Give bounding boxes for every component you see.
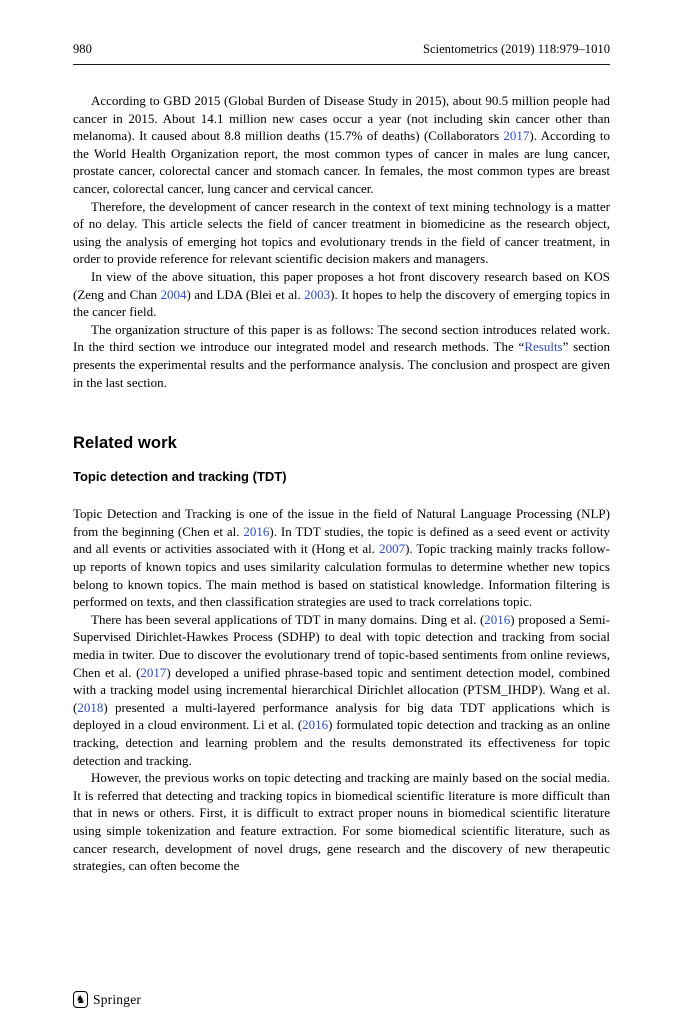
journal-reference: Scientometrics (2019) 118:979–1010 [422,42,610,56]
article-body [73,92,610,875]
intro-paragraphs [73,92,610,391]
subsection-heading-tdt: Topic detection and tracking (TDT) [73,468,287,484]
citation-link[interactable]: 2016 [484,611,511,627]
citation-link[interactable]: 2004 [160,286,187,302]
citation-link[interactable]: 2016 [243,523,270,539]
page-footer [73,991,141,1008]
header-rule [73,64,610,65]
paragraph: There has been several applications of TDT in many domains. Ding et al. (2016) proposed a Semi-Supervised Dirichlet-Hawkes Process (SDHP) to deal with topic detection and tracking from social media in twiter. Due to discover the evolutionary trend of topic-based sentiments from online reviews, Chen et al. (2017) developed a unified phrase-based topic and sentiment detection model, combined with a tracking model using incremental hierarchical Dirichlet allocation (PTSM_IHDP). Wang et al. (2018) presented a multi-layered performance analysis for big data TDT applications which is deployed in a cloud environment. Li et al. (2016) formulated topic detection and tracking as an online tracking, detection and learning problem and the results demonstrated its effectiveness for topic detection and tracking. [73,611,611,768]
section-heading-related-work: Related work [73,434,177,453]
paragraph: According to GBD 2015 (Global Burden of Disease Study in 2015), about 90.5 million people had cancer in 2015. About 14.1 million new cases occur a year (not including skin cancer other than melanoma). It caused about 8.8 million deaths (15.7% of deaths) (Collaborators 2017). According to the World Health Organization report, the most common types of cancer in males are lung cancer, prostate cancer, colorectal cancer and stomach cancer. In females, the most common types are breast cancer, colorectal cancer, lung cancer and cervical cancer. [73,93,610,196]
citation-link[interactable]: 2003 [304,286,331,302]
citation-link[interactable]: 2018 [77,699,104,715]
paragraph: In view of the above situation, this paper proposes a hot front discovery research based on KOS (Zeng and Chan 2004) and LDA (Blei et al. 2003). It hopes to help the discovery of emerging topics in the cancer field. [73,268,610,320]
springer-logo-icon: ♞ [73,991,88,1008]
citation-link[interactable]: Results [524,339,563,355]
citation-link[interactable]: 2007 [379,541,406,557]
citation-link[interactable]: 2016 [302,717,329,733]
citation-link[interactable]: 2017 [140,664,167,680]
tdt-paragraphs [73,505,610,874]
publisher-name: Springer [93,991,142,1007]
paragraph: Therefore, the development of cancer research in the context of text mining technology is a matter of no delay. This article selects the field of cancer treatment in biomedicine as the research object, using the analysis of emerging hot topics and evolutionary trends in the field of cancer treatment, in order to provide reference for relevant scientific decision makers and managers. [73,198,610,267]
page-header [73,42,610,57]
paragraph: The organization structure of this paper is as follows: The second section introduces related work. In the third section we introduce our integrated model and research methods. The “Results” section presents the experimental results and the performance analysis. The conclusion and prospect are given in the last section. [73,321,610,390]
paragraph: Topic Detection and Tracking is one of the issue in the field of Natural Language Processing (NLP) from the beginning (Chen et al. 2016). In TDT studies, the topic is defined as a seed event or activity and all events or activities associated with it (Hong et al. 2007). Topic tracking mainly tracks follow-up reports of known topics and uses similarity calculation formulas to determine whether new topics belong to known topics. The main method is based on statistical knowledge. Information filtering is performed on texts, and then classification strategies are used to track correlations topic. [73,506,611,610]
page-number: 980 [73,42,92,56]
paragraph: However, the previous works on topic detecting and tracking are mainly based on the social media. It is referred that detecting and tracking topics in biomedical scientific literature is more difficult than that in news or others. First, it is difficult to extract proper nouns in biomedical scientific literature using simple tokenization and feature extraction. For some biomedical scientific literature, such as cancer research, development of novel drugs, gene research and the discovery of new therapeutic strategies, can often become the [73,770,610,874]
citation-link[interactable]: 2017 [503,128,530,144]
